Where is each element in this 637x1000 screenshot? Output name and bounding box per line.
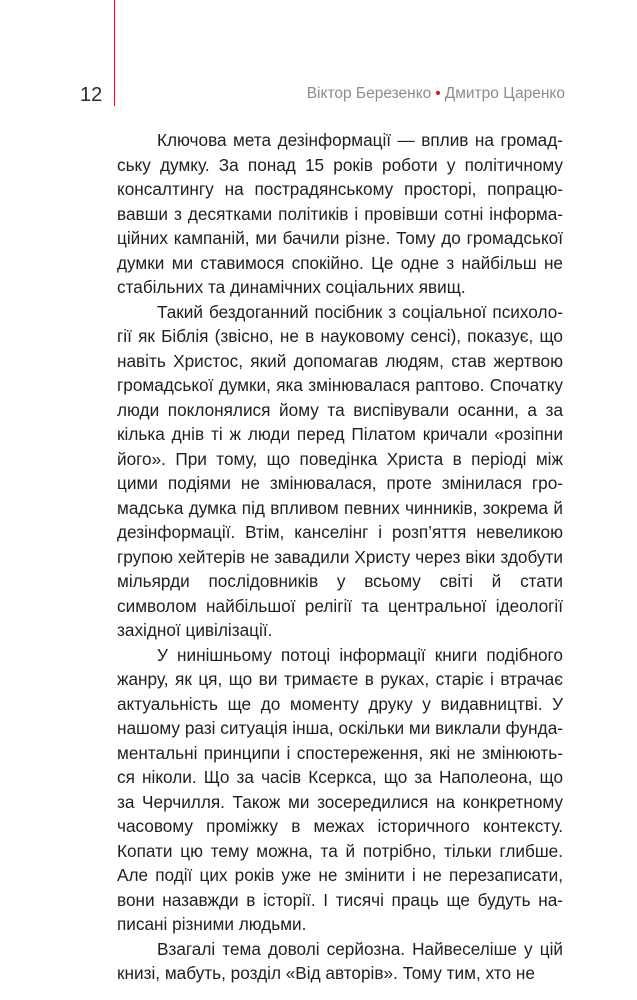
body-text [117, 128, 563, 986]
paragraph-4: Взагалі тема доволі серйозна. Найвеселіше у цій книзі, мабуть, розділ «Від авторів». Тому тим, хто не [117, 938, 563, 983]
paragraph-3: У нинішньому потоці інформації книги подібного жанру, як ця, що ви тримаєте в руках, старіє і втрачає актуальність ще до моменту друку у видавництві. У нашому разі ситуація інша, оскільки ми виклали фундаментальні принципи і спостереження, які не змінюються ніколи. Що за часів Ксеркса, що за Наполеона, що за Черчилля. Також ми зосередилися на конкретному часовому проміжку в межах історичного контексту. Копати цю тему можна, та й потрібно, тільки глибше. Але події цих років уже не змінити і не перезаписати, вони назавжди в історії. І тисячі праць ще будуть написані різними людьми. [117, 644, 563, 934]
margin-rule [114, 0, 115, 106]
running-head [307, 84, 565, 104]
author-separator: • [435, 85, 441, 102]
paragraph-2: Такий бездоганний посібник з соціальної психології як Біблія (звісно, не в науковому сенсі), показує, що навіть Христос, який допомагав людям, став жертвою громадської думки, яка змінювалася раптово. Спочатку люди поклонялися йому та виспівували осанни, а за кілька днів ті ж люди перед Пілатом кричали «розіпни його». При тому, що поведінка Христа в періоді між цими подіями не змінювалася, проте змінилася громадська думка під впливом певних чинників, зокрема й дезінформації. Втім, канселінг і розп’яття невеликою групою хейтерів не завадили Христу через віки здобути мільярди послідовників у всьому світі й стати символом найбільшої релігії та центральної ідеології західної цивілізації. [117, 301, 563, 640]
author-2: Дмитро Царенко [444, 85, 565, 102]
page-number: 12 [80, 84, 103, 106]
author-1: Віктор Березенко [306, 85, 432, 102]
paragraph-1: Ключова мета дезінформації — вплив на громадську думку. За понад 15 років роботи у політичному консалтингу на пострадянському просторі, попрацювавши з десятками політиків і провівши сотні інформаційних кампаній, ми бачили різне. Тому до громадської думки ми ставимося спокійно. Це одне з найбільш не стабільних та динамічних соціальних явищ. [117, 130, 563, 297]
